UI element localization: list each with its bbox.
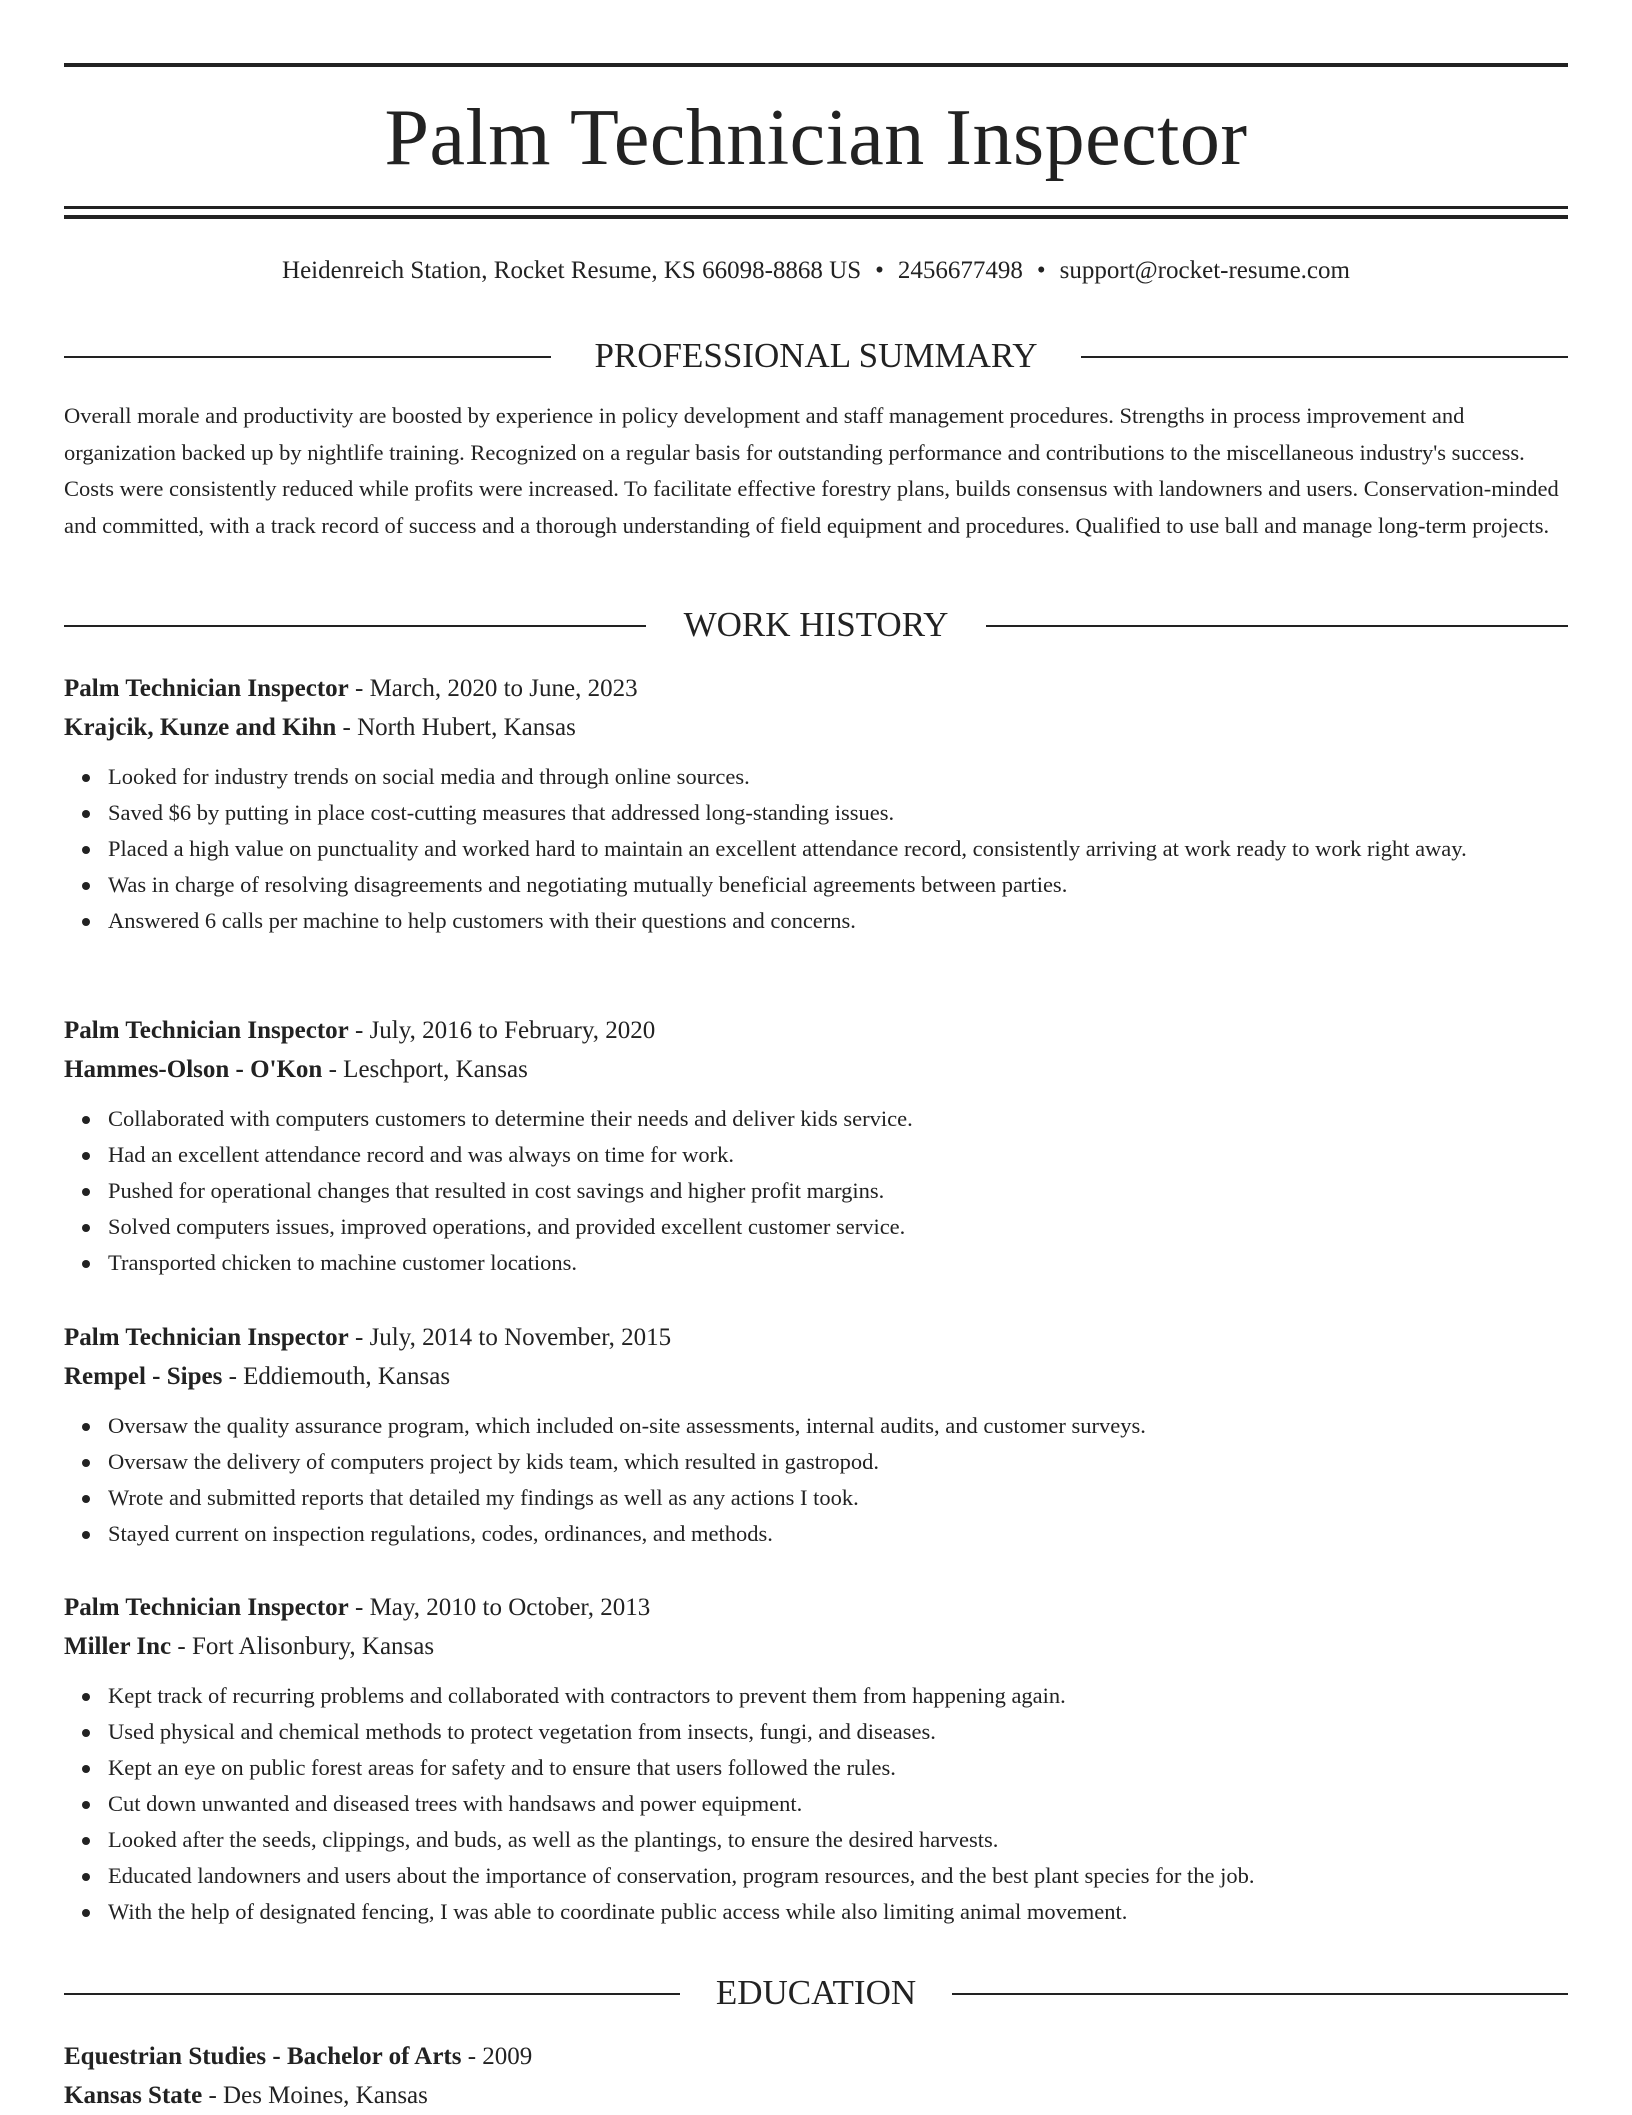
job-title: Palm Technician Inspector bbox=[64, 1017, 349, 1044]
job-bullets bbox=[64, 1101, 1568, 1281]
contact-email[interactable]: support@rocket-resume.com bbox=[1059, 257, 1350, 284]
job-location: - North Hubert, Kansas bbox=[336, 714, 576, 741]
education-heading: EDUCATION bbox=[715, 1973, 917, 2012]
top-rule bbox=[64, 63, 1568, 67]
job-bullet: Cut down unwanted and diseased trees with handsaws and power equipment. bbox=[108, 1786, 1568, 1822]
job-title-line bbox=[64, 1588, 1568, 1627]
summary-heading: PROFESSIONAL SUMMARY bbox=[594, 336, 1038, 375]
education-school-line bbox=[64, 2076, 1568, 2115]
section-rule-right bbox=[1081, 356, 1568, 358]
job-bullet: Looked for industry trends on social media and through online sources. bbox=[108, 759, 1568, 795]
job-location: - Eddiemouth, Kansas bbox=[222, 1363, 451, 1390]
job-dates: - July, 2014 to November, 2015 bbox=[348, 1324, 672, 1351]
job-bullet: Stayed current on inspection regulations, codes, ordinances, and methods. bbox=[108, 1516, 1568, 1552]
job-title-line bbox=[64, 669, 1568, 708]
job-bullet: Transported chicken to machine customer locations. bbox=[108, 1245, 1568, 1281]
job-entry bbox=[64, 1318, 1568, 1552]
job-location: - Leschport, Kansas bbox=[322, 1056, 528, 1083]
education-school: Kansas State bbox=[64, 2082, 203, 2109]
job-bullet: Oversaw the delivery of computers project by kids team, which resulted in gastropod. bbox=[108, 1444, 1568, 1480]
education-location: - Des Moines, Kansas bbox=[202, 2082, 428, 2109]
job-company-line bbox=[64, 1050, 1568, 1089]
job-bullet: Collaborated with computers customers to determine their needs and deliver kids service. bbox=[108, 1101, 1568, 1137]
section-rule-right bbox=[952, 1993, 1568, 1995]
contact-separator: • bbox=[875, 257, 884, 284]
job-bullet: Oversaw the quality assurance program, which included on-site assessments, internal audits, and customer surveys. bbox=[108, 1408, 1568, 1444]
job-bullet: Placed a high value on punctuality and worked hard to maintain an excellent attendance record, consistently arriving at work ready to work right away. bbox=[108, 831, 1568, 867]
job-company: Hammes-Olson - O'Kon bbox=[64, 1056, 323, 1083]
job-title: Palm Technician Inspector bbox=[64, 1324, 349, 1351]
education-entry bbox=[64, 2037, 1568, 2115]
job-bullets bbox=[64, 759, 1568, 939]
education-year: - 2009 bbox=[461, 2043, 533, 2070]
job-location: - Fort Alisonbury, Kansas bbox=[171, 1633, 435, 1660]
candidate-name: Palm Technician Inspector bbox=[384, 94, 1248, 182]
job-entry bbox=[64, 1588, 1568, 1930]
job-title-line bbox=[64, 1011, 1568, 1050]
job-title-line bbox=[64, 1318, 1568, 1357]
job-entry bbox=[64, 1011, 1568, 1281]
job-bullet: Answered 6 calls per machine to help customers with their questions and concerns. bbox=[108, 903, 1568, 939]
job-dates: - March, 2020 to June, 2023 bbox=[348, 675, 638, 702]
header-double-rule-lower bbox=[64, 215, 1568, 219]
job-company: Rempel - Sipes bbox=[64, 1363, 223, 1390]
job-title: Palm Technician Inspector bbox=[64, 1594, 349, 1621]
job-entry bbox=[64, 669, 1568, 939]
job-title: Palm Technician Inspector bbox=[64, 675, 349, 702]
job-bullet: Wrote and submitted reports that detailed my findings as well as any actions I took. bbox=[108, 1480, 1568, 1516]
job-bullet: Pushed for operational changes that resulted in cost savings and higher profit margins. bbox=[108, 1173, 1568, 1209]
job-bullets bbox=[64, 1678, 1568, 1930]
contact-line bbox=[64, 253, 1568, 289]
job-company: Miller Inc bbox=[64, 1633, 172, 1660]
job-bullet: Kept track of recurring problems and collaborated with contractors to prevent them from happening again. bbox=[108, 1678, 1568, 1714]
job-bullet: Kept an eye on public forest areas for safety and to ensure that users followed the rules. bbox=[108, 1750, 1568, 1786]
job-bullet: Had an excellent attendance record and was always on time for work. bbox=[108, 1137, 1568, 1173]
job-bullet: Educated landowners and users about the importance of conservation, program resources, and the best plant species for the job. bbox=[108, 1858, 1568, 1894]
contact-phone: 2456677498 bbox=[897, 257, 1023, 284]
job-bullets bbox=[64, 1408, 1568, 1552]
job-bullet: Solved computers issues, improved operations, and provided excellent customer service. bbox=[108, 1209, 1568, 1245]
contact-separator: • bbox=[1036, 257, 1046, 284]
job-company-line bbox=[64, 1627, 1568, 1666]
job-dates: - July, 2016 to February, 2020 bbox=[348, 1017, 656, 1044]
job-bullet: With the help of designated fencing, I was able to coordinate public access while also limiting animal movement. bbox=[108, 1894, 1568, 1930]
summary-text: Overall morale and productivity are boosted by experience in policy development and staff management procedures. Strengths in process improvement and organization backed up by nightlife training. Recognized on a regular basis for outstanding performance and contributions to the miscellaneous industry's success. Costs were consistently reduced while profits were increased. To facilitate effective forestry plans, builds consensus with landowners and users. Conservation-minded and committed, with a track record of success and a thorough understanding of field equipment and procedures. Qualified to use ball and manage long-term projects. bbox=[64, 403, 1559, 538]
job-company: Krajcik, Kunze and Kihn bbox=[64, 714, 337, 741]
header-double-rule-upper bbox=[64, 206, 1568, 209]
job-company-line bbox=[64, 708, 1568, 747]
education-degree: Equestrian Studies - Bachelor of Arts bbox=[64, 2043, 462, 2070]
education-section-header bbox=[64, 1973, 1568, 2013]
job-bullet: Was in charge of resolving disagreements and negotiating mutually beneficial agreements between parties. bbox=[108, 867, 1568, 903]
work-section-header bbox=[64, 605, 1568, 645]
job-bullet: Saved $6 by putting in place cost-cutting measures that addressed long-standing issues. bbox=[108, 795, 1568, 831]
section-rule-right bbox=[986, 625, 1568, 627]
summary-section-header bbox=[64, 336, 1568, 376]
job-bullet: Used physical and chemical methods to protect vegetation from insects, fungi, and diseases. bbox=[108, 1714, 1568, 1750]
work-heading: WORK HISTORY bbox=[683, 605, 949, 644]
education-degree-line bbox=[64, 2037, 1568, 2076]
job-dates: - May, 2010 to October, 2013 bbox=[348, 1594, 651, 1621]
job-bullet: Looked after the seeds, clippings, and buds, as well as the plantings, to ensure the desired harvests. bbox=[108, 1822, 1568, 1858]
contact-address: Heidenreich Station, Rocket Resume, KS 66098-8868 US bbox=[282, 257, 862, 284]
job-company-line bbox=[64, 1357, 1568, 1396]
